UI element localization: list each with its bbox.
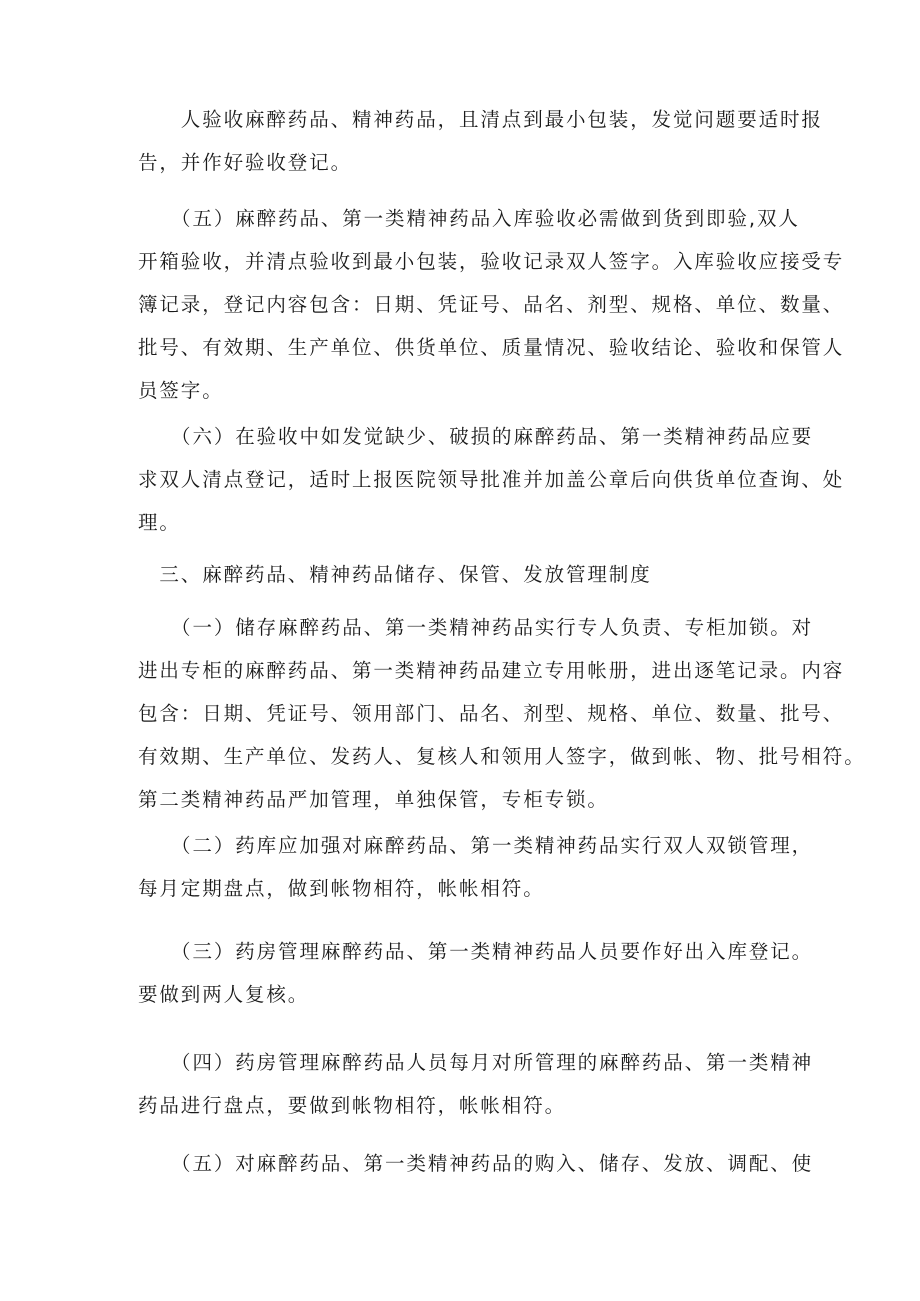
text-line: （三）药房管理麻醉药品、第一类精神药品人员要作好出入库登记。	[138, 940, 814, 963]
text-line: （五）对麻醉药品、第一类精神药品的购入、储存、发放、调配、使	[138, 1152, 814, 1175]
text-line: 告，并作好验收登记。	[138, 151, 353, 174]
text-line: 理。	[138, 511, 181, 534]
paragraph-acceptance-continued	[138, 98, 823, 184]
text-line: 开箱验收，并清点验收到最小包装，验收记录双人签字。入库验收应接受专	[138, 250, 845, 273]
text-line: 每月定期盘点，做到帐物相符，帐帐相符。	[138, 877, 545, 900]
paragraph-item-5-acceptance	[138, 197, 845, 412]
text-line: 批号、有效期、生产单位、供货单位、质量情况、验收结论、验收和保管人	[138, 336, 845, 359]
paragraph-storage-item-4	[138, 1041, 814, 1127]
text-line: （二）药库应加强对麻醉药品、第一类精神药品实行双人双锁管理，	[138, 834, 814, 857]
paragraph-storage-item-1	[138, 606, 866, 821]
text-line: （六）在验收中如发觉缺少、破损的麻醉药品、第一类精神药品应要	[138, 425, 814, 448]
heading-text: 三、麻醉药品、精神药品储存、保管、发放管理制度	[138, 563, 652, 586]
section-heading-3	[138, 553, 806, 596]
text-line: 进出专柜的麻醉药品、第一类精神药品建立专用帐册，进出逐笔记录。内容	[138, 659, 845, 682]
text-line: （一）储存麻醉药品、第一类精神药品实行专人负责、专柜加锁。对	[138, 616, 814, 639]
text-line: 员签字。	[138, 379, 224, 402]
text-line: 要做到两人复核。	[138, 983, 310, 1006]
text-line: （五）麻醉药品、第一类精神药品入库验收必需做到货到即验,双人	[138, 207, 800, 230]
text-line: 药品进行盘点，要做到帐物相符，帐帐相符。	[138, 1094, 567, 1117]
text-line: 求双人清点登记，适时上报医院领导批准并加盖公章后向供货单位查询、处	[138, 468, 845, 491]
paragraph-storage-item-3	[138, 930, 814, 1016]
text-line: 第二类精神药品严加管理，单独保管，专柜专锁。	[138, 788, 609, 811]
paragraph-storage-item-5	[138, 1142, 814, 1185]
text-line: 包含：日期、凭证号、领用部门、品名、剂型、规格、单位、数量、批号、	[138, 702, 845, 725]
text-line: （四）药房管理麻醉药品人员每月对所管理的麻醉药品、第一类精神	[138, 1051, 814, 1074]
text-line: 人验收麻醉药品、精神药品，且清点到最小包装，发觉问题要适时报	[138, 108, 823, 131]
text-line: 有效期、生产单位、发药人、复核人和领用人签字，做到帐、物、批号相符。	[138, 745, 866, 768]
paragraph-item-6-shortage	[138, 415, 845, 544]
paragraph-storage-item-2	[138, 824, 814, 910]
text-line: 簿记录，登记内容包含：日期、凭证号、品名、剂型、规格、单位、数量、	[138, 293, 845, 316]
